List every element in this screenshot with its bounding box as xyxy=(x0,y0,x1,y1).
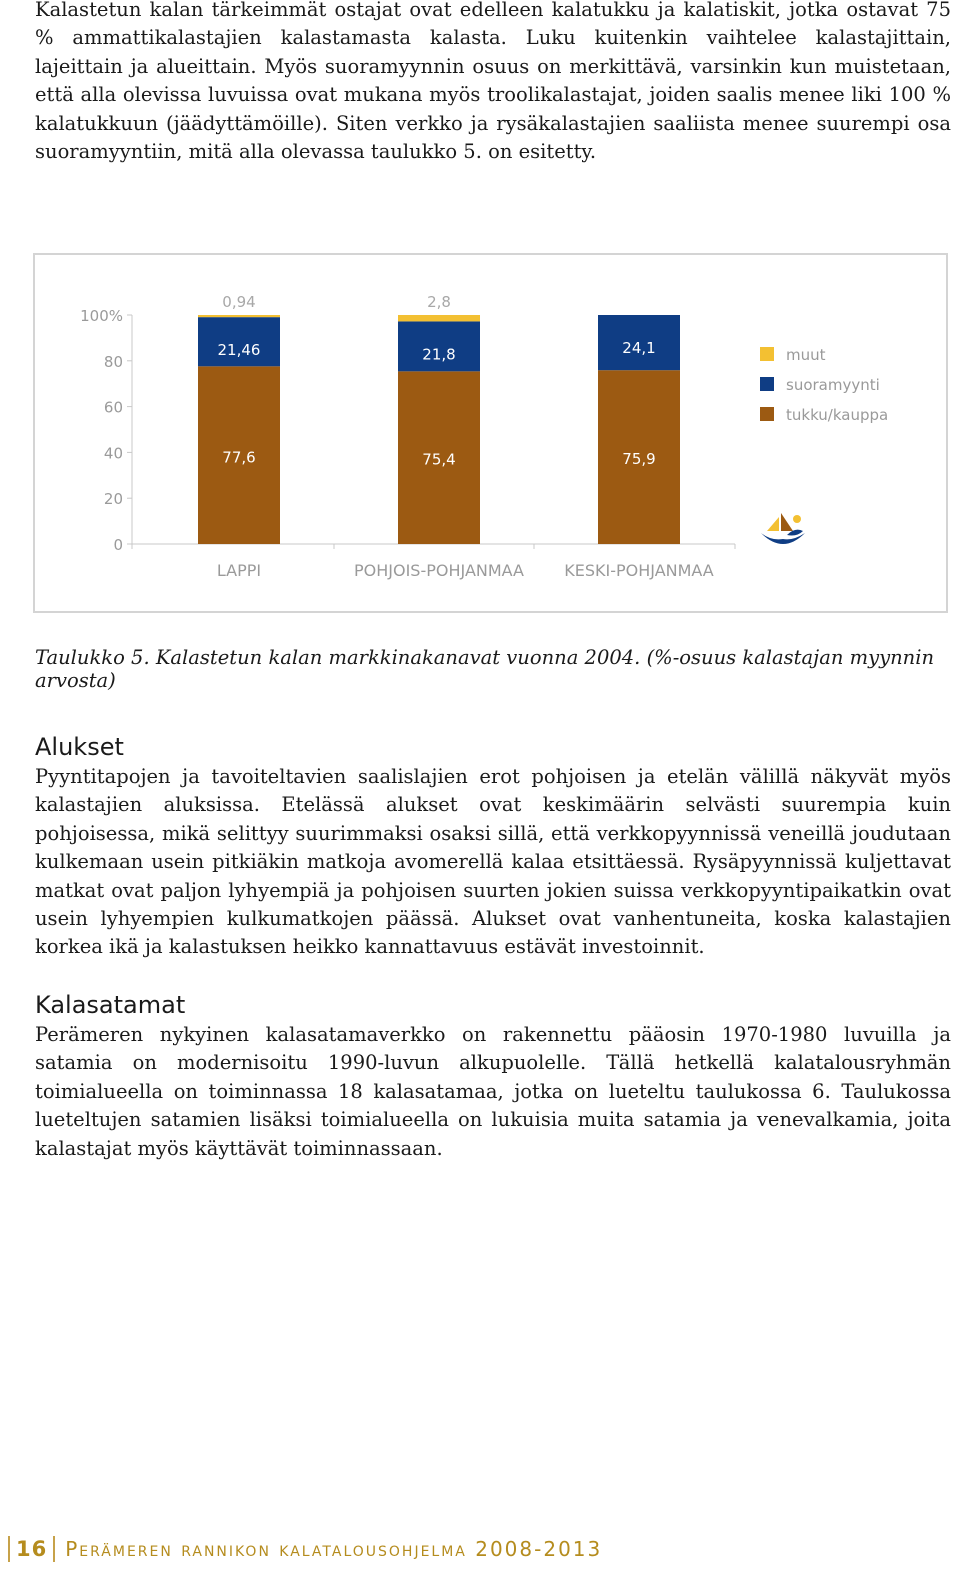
y-tick-label: 20 xyxy=(103,490,123,509)
page-footer xyxy=(8,1532,602,1566)
section-text-kalasatamat: Perämeren nykyinen kalasatamaverkko on rakennettu pääosin 1970-1980 luvuilla ja satamia on modernisoitu 1990-luvun alkupuolelle. Tällä hetkellä kalatalousryhmän toimialueella on toiminnassa 18 kalasatamaa, jotka on lueteltu taulukossa 6. Taulukossa lueteltujen satamien lisäksi toimialueella on lukuisia muita satamia ja venevalkamia, joita kalastajat myös käyttävät toiminnassaan. xyxy=(35,1023,951,1160)
data-label: 75,4 xyxy=(422,450,456,469)
stacked-bar-chart xyxy=(35,255,946,611)
y-tick-label: 0 xyxy=(113,536,123,554)
footer-title: Perämeren rannikon kalatalousohjelma 2008-2013 xyxy=(65,1537,603,1561)
legend-swatch xyxy=(760,347,774,361)
y-tick-label: 60 xyxy=(103,398,123,417)
data-label: 0,94 xyxy=(222,293,256,311)
section-heading-kalasatamat: Kalasatamat xyxy=(35,991,186,1019)
legend-swatch xyxy=(760,407,774,421)
section-text-alukset: Pyyntitapojen ja tavoiteltavien saalislajien erot pohjoisen ja etelän välillä näkyvät myös kalastajien aluksissa. Etelässä alukset ovat keskimäärin selvästi suurempia kuin pohjoisessa, mikä selittyy suurimmaksi osaksi sillä, että verkkopyynnissä veneillä joudutaan kulkemaan usein pitkiäkin matkoja avomerellä kalaa etsittäessä. Rysäpyynnissä kuljettavat matkat ovat paljon lyhyempiä ja pohjoisen suurten jokien suissa verkkopyyntipaikatkin ovat usein lyhyempien kulkumatkojen päässä. Alukset ovat vanhentuneita, koska kalastajien korkea ikä ja kalastuksen heikko kannattavuus estävät investoinnit. xyxy=(35,765,951,959)
page-number: 16 xyxy=(16,1537,48,1561)
chart-container xyxy=(33,253,948,613)
y-tick-label: 100% xyxy=(80,307,123,325)
bar-segment xyxy=(198,315,280,317)
fishing-boat-logo-icon xyxy=(761,513,805,544)
x-category-label: LAPPI xyxy=(216,561,262,580)
x-category-label: KESKI-POHJANMAA xyxy=(564,561,714,580)
x-category-label: POHJOIS-POHJANMAA xyxy=(354,561,524,580)
data-label: 24,1 xyxy=(622,339,656,357)
legend-label: suoramyynti xyxy=(786,376,880,394)
y-tick-label: 80 xyxy=(103,352,123,371)
legend-swatch xyxy=(760,377,774,391)
data-label: 77,6 xyxy=(222,448,256,467)
data-label: 21,8 xyxy=(422,345,456,364)
legend-label: tukku/kauppa xyxy=(786,406,889,424)
intro-paragraph: Kalastetun kalan tärkeimmät ostajat ovat edelleen kalatukku ja kalatiskit, jotka ostavat 75 % ammattikalastajien kalastamasta kalasta. Luku kuitenkin vaihtelee kalastajittain, lajeittain ja alueittain. Myös suoramyynnin osuus on merkittävä, varsinkin kun muistetaan, että alla olevissa luvuissa ovat mukana myös troolikalastajat, joiden saalis menee liki 100 % kalatukkuun (jäädyttämöille). Siten verkko ja rysäkalastajien saaliista menee suurempi osa suoramyyntiin, mitä alla olevassa taulukko 5. on esitetty. xyxy=(35,0,951,164)
chart-caption: Taulukko 5. Kalastetun kalan markkinakanavat vuonna 2004. (%-osuus kalastajan myynnin arvosta) xyxy=(35,646,935,692)
data-label: 21,46 xyxy=(217,341,261,360)
data-label: 2,8 xyxy=(427,293,451,311)
data-label: 75,9 xyxy=(622,450,656,469)
bar-segment xyxy=(398,315,480,321)
y-tick-label: 40 xyxy=(103,444,123,463)
legend-label: muut xyxy=(786,346,826,364)
section-heading-alukset: Alukset xyxy=(35,733,124,761)
